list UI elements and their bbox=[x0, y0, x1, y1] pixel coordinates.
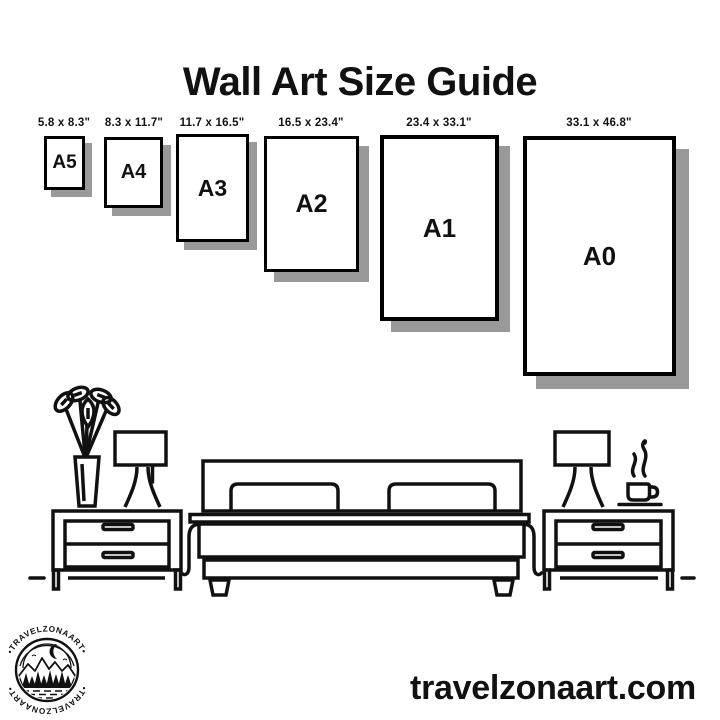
logo-ring-text-bottom: •TRAVELZONAART• bbox=[5, 684, 89, 716]
paper-frame bbox=[380, 135, 499, 321]
vase-plant-icon bbox=[52, 385, 122, 506]
size-dimensions-label: 23.4 x 33.1" bbox=[406, 117, 472, 129]
logo-ring-text-top: •TRAVELZONAART• bbox=[5, 624, 89, 656]
nightstand-icon bbox=[53, 511, 181, 589]
paper-frame bbox=[176, 134, 249, 242]
paper-frame bbox=[44, 136, 85, 190]
website-text: travelzonaart.com bbox=[410, 669, 696, 707]
nightstand-icon bbox=[544, 511, 673, 589]
size-name: A1 bbox=[422, 212, 457, 243]
coffee-cup-icon bbox=[619, 441, 661, 505]
paper-frame bbox=[104, 137, 163, 208]
size-name: A2 bbox=[295, 189, 328, 218]
size-name: A0 bbox=[582, 240, 617, 271]
size-dimensions-label: 8.3 x 11.7" bbox=[104, 117, 164, 129]
bed-icon bbox=[182, 461, 542, 595]
size-dimensions-label: 11.7 x 16.5" bbox=[179, 117, 245, 129]
page-title: Wall Art Size Guide bbox=[182, 59, 538, 104]
paper-frame bbox=[264, 136, 359, 272]
size-name: A5 bbox=[52, 152, 77, 173]
size-name: A3 bbox=[197, 174, 228, 201]
furniture-illustration bbox=[0, 385, 720, 620]
table-lamp-icon bbox=[555, 432, 609, 507]
paper-frame bbox=[523, 136, 676, 376]
size-dimensions-label: 33.1 x 46.8" bbox=[566, 117, 632, 129]
size-dimensions-label: 16.5 x 23.4" bbox=[278, 117, 344, 129]
table-lamp-icon bbox=[115, 432, 166, 507]
size-name: A4 bbox=[120, 161, 147, 183]
brand-logo bbox=[2, 620, 94, 718]
size-dimensions-label: 5.8 x 8.3" bbox=[37, 117, 91, 129]
